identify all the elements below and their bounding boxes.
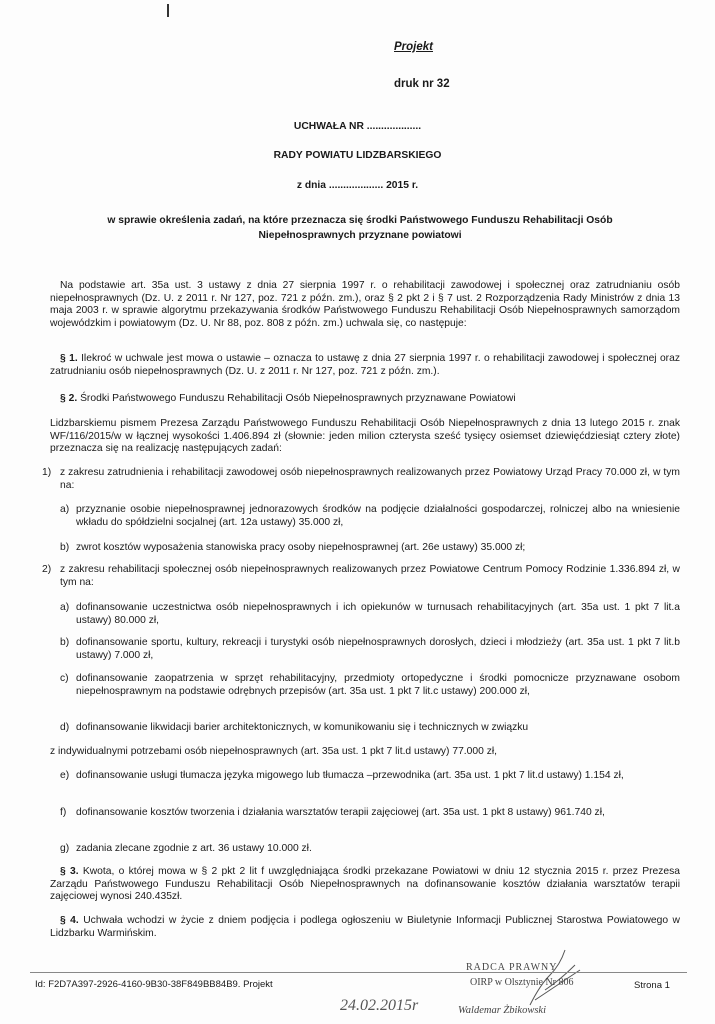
point-2c-letter: c): [60, 673, 69, 684]
section-1: [50, 353, 680, 378]
stamp-date: 24.02.2015r: [340, 997, 419, 1014]
section-2-head: [60, 393, 680, 406]
point-2d-text: dofinansowanie likwidacji barier architektonicznych, w komunikowaniu się i technicznych w związku: [76, 722, 529, 733]
section-4: [50, 915, 680, 940]
point-2f-text: dofinansowanie kosztów tworzenia i działania warsztatów terapii zajęciowej (art. 35a ust. 1 pkt 8 ustawy) 961.740 zł,: [76, 807, 605, 818]
section-3-mark: § 3.: [60, 866, 79, 877]
point-2g-text: zadania zlecane zgodnie z art. 36 ustawy 10.000 zł.: [76, 843, 312, 854]
section-4-mark: § 4.: [60, 915, 79, 926]
section-2-text: Środki Państwowego Funduszu Rehabilitacji Osób Niepełnosprawnych przyznawane Powiatowi: [80, 393, 516, 404]
section-2-mark: § 2.: [60, 393, 78, 404]
druk-number: druk nr 32: [394, 78, 450, 90]
section-3-text: Kwota, o której mowa w § 2 pkt 2 lit f uwzględniająca środki przekazane Powiatowi w dniu 12 stycznia 2015 r. przez Prezesa Zarządu Państwowego Funduszu Rehabilitacji Osób Niepełnosprawnych na dofinansowanie kosztów działania warsztatów terapii zajęciowej wynosi 240.435zł.: [50, 866, 680, 903]
point-2-text: z zakresu rehabilitacji społecznej osób niepełnosprawnych realizowanych przez Powiatowe Centrum Pomocy Rodzinie 1.336.894 zł, w tym na:: [60, 564, 680, 588]
point-2d-continuation: z indywidualnymi potrzebami osób niepełnosprawnych (art. 35a ust. 1 pkt 7 lit.d ustawy) 77.000 zł,: [50, 746, 497, 757]
point-2b-letter: b): [60, 637, 70, 648]
scan-mark: [167, 4, 169, 17]
point-2-number: 2): [42, 564, 52, 575]
point-2f-letter: f): [60, 807, 67, 818]
resolution-date: z dnia ................... 2015 r.: [296, 180, 419, 191]
stamp-line-2: OIRP w Olsztynie Nr 806: [470, 977, 574, 988]
subject-line-2: Niepełnosprawnych przyznane powiatowi: [258, 230, 462, 241]
stamp-line-1: RADCA PRAWNY: [466, 962, 558, 973]
point-2d-letter: d): [60, 722, 70, 733]
point-2e-letter: e): [60, 770, 70, 781]
point-2e-text: dofinansowanie usługi tłumacza języka migowego lub tłumacza –przewodnika (art. 35a ust. 1 pkt 7 lit.d ustawy) 1.154 zł,: [76, 770, 624, 781]
point-2b-text: dofinansowanie sportu, kultury, rekreacji i turystyki osób niepełnosprawnych dorosłych, dzieci i młodzieży (art. 35a ust. 1 pkt 7 lit.b ustawy) 7.000 zł,: [76, 637, 680, 661]
section-1-mark: § 1.: [60, 353, 78, 364]
resolution-number: UCHWAŁA NR ...................: [293, 121, 422, 132]
section-3: [50, 866, 680, 904]
point-1-number: 1): [42, 467, 52, 478]
point-1b-letter: b): [60, 542, 70, 553]
section-1-text: Ilekroć w uchwale jest mowa o ustawie – oznacza to ustawę z dnia 27 sierpnia 1997 r. o rehabilitacji zawodowej i społecznej oraz zatrudnianiu osób niepełnosprawnych (Dz. U. z 2011 r. Nr 127, poz. 721 z późn. zm.).: [50, 353, 680, 377]
council-name: RADY POWIATU LIDZBARSKIEGO: [273, 150, 442, 161]
section-2-body: Lidzbarskiemu pismem Prezesa Zarządu Państwowego Funduszu Rehabilitacji Osób Niepełnosprawnych z dnia 13 lutego 2015 r. znak WF/116/2015/w w łącznej wysokości 1.406.894 zł (słownie: jeden milion czterysta sześć tysięcy osiemset dziewięćdziesiąt cztery złote) przeznacza się na realizację następujących zadań:: [50, 418, 680, 455]
point-2c-text: dofinansowanie zaopatrzenia w sprzęt rehabilitacyjny, przedmioty ortopedyczne i środki pomocnicze przyznawane osobom niepełnosprawnym na podstawie odrębnych przepisów (art. 35a ust. 1 pkt 7 lit.c ustawy) 200.000 zł,: [76, 673, 680, 697]
document-id: Id: F2D7A397-2926-4160-9B30-38F849BB84B9. Projekt: [35, 979, 273, 990]
section-4-text: Uchwała wchodzi w życie z dniem podjęcia i podlega ogłoszeniu w Biuletynie Informacji Publicznej Starostwa Powiatowego w Lidzbarku Warmińskim.: [50, 915, 680, 939]
point-1-text: z zakresu zatrudnienia i rehabilitacji zawodowej osób niepełnosprawnych realizowanych przez Powiatowy Urząd Pracy 70.000 zł, w tym na:: [60, 467, 680, 491]
point-2a-letter: a): [60, 602, 70, 613]
stamp-name: Waldemar Żbikowski: [458, 1005, 546, 1016]
point-1a-text: przyznanie osobie niepełnosprawnej jednorazowych środków na podjęcie działalności gospodarczej, rolniczej albo na wniesienie wkładu do spółdzielni socjalnej (art. 12a ustawy) 35.000 zł,: [76, 504, 680, 528]
point-1a-letter: a): [60, 504, 70, 515]
projekt-label: Projekt: [394, 41, 433, 53]
point-1b-text: zwrot kosztów wyposażenia stanowiska pracy osoby niepełnosprawnej (art. 26e ustawy) 35.000 zł;: [76, 542, 526, 553]
footer-divider: [30, 972, 687, 973]
point-2g-letter: g): [60, 843, 70, 854]
preamble: Na podstawie art. 35a ust. 3 ustawy z dnia 27 sierpnia 1997 r. o rehabilitacji zawodowej i społecznej oraz zatrudnianiu osób niepełnosprawnych (Dz. U. z 2011 r. Nr 127, poz. 721 z późn. zm.), oraz § 2 pkt 2 i § 7 ust. 2 Rozporządzenia Rady Ministrów z dnia 13 maja 2003 r. w sprawie algorytmu przekazywania środków Państwowego Funduszu Rehabilitacji Osób Niepełnosprawnych samorządom wojewódzkim i powiatowym (Dz. U. Nr 88, poz. 808 z późn. zm.) uchwala się, co następuje:: [50, 280, 680, 329]
page-number: Strona 1: [634, 980, 670, 991]
point-2a-text: dofinansowanie uczestnictwa osób niepełnosprawnych i ich opiekunów w turnusach rehabilitacyjnych (art. 35a ust. 1 pkt 7 lit.a ustawy) 80.000 zł,: [76, 602, 680, 626]
subject-line-1: w sprawie określenia zadań, na które przeznacza się środki Państwowego Funduszu Rehabilitacji Osób: [107, 215, 613, 226]
